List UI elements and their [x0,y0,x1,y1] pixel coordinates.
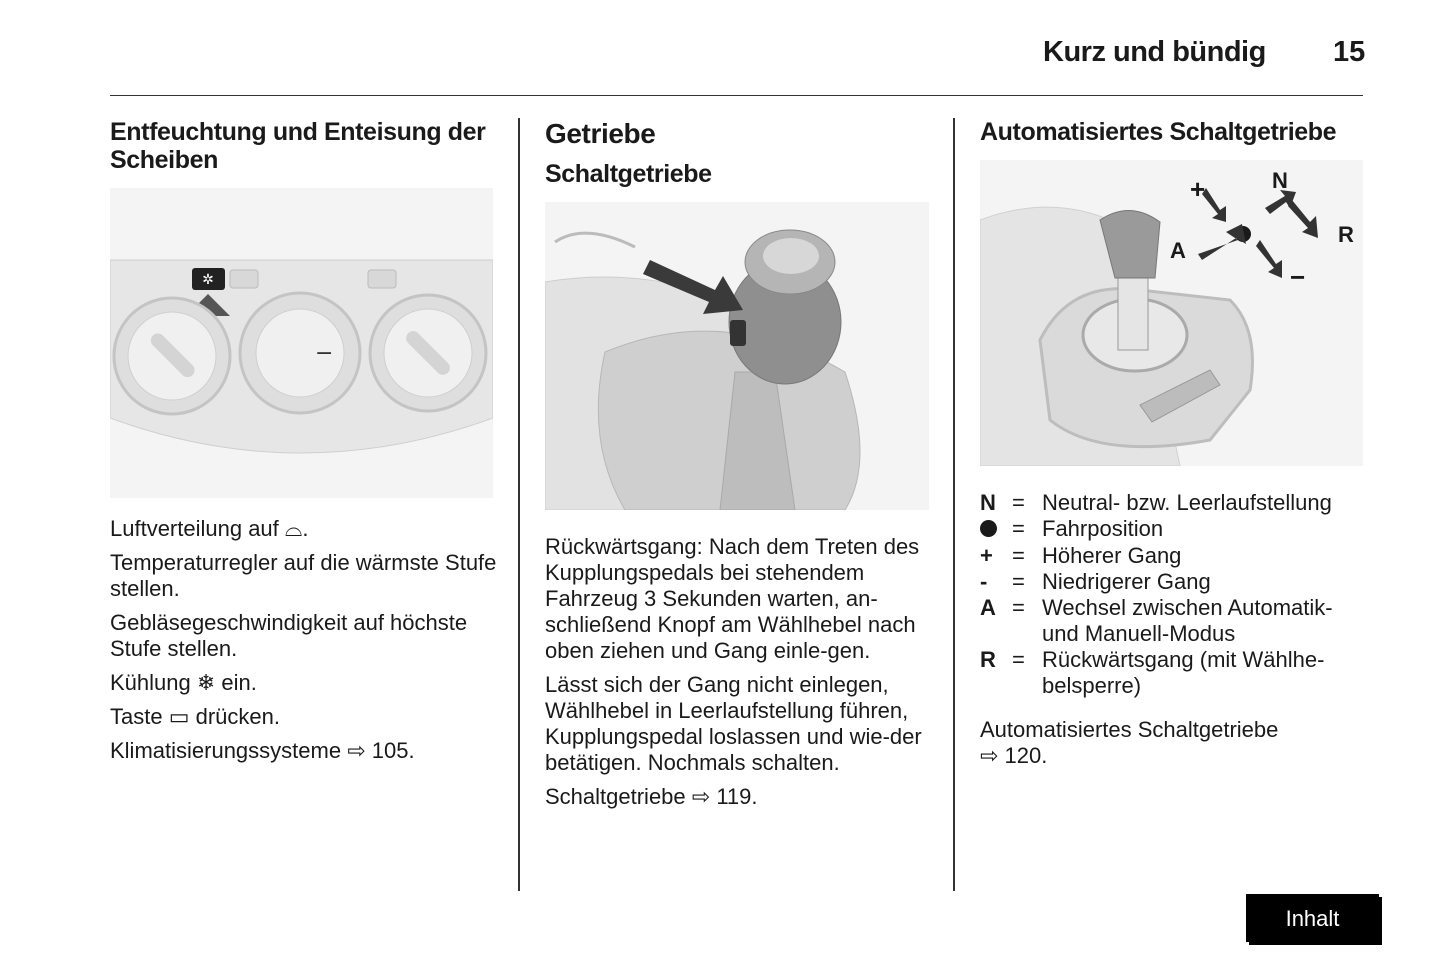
header-rule [110,95,1363,96]
instruction-rear-defrost: Taste ▭ drücken. [110,704,280,729]
figure-label-minus: − [1290,262,1306,292]
instruction-cooling: Kühlung ❄ ein. [110,670,257,695]
instruction-list [545,534,935,810]
gear-lever-figure [545,202,929,510]
cross-reference[interactable]: Automatisiertes Schaltgetriebe ⇨ 120. [980,717,1279,768]
legend-row: + = Höherer Gang [980,543,1182,568]
subsection-heading: Schaltgetriebe [545,160,712,188]
instruction-temperature: Temperaturregler auf die wärmste Stufe stellen. [110,550,497,601]
rear-defrost-icon: ▭ [168,704,190,729]
figure-label-plus: + [1190,174,1206,204]
cross-reference[interactable]: Schaltgetriebe ⇨ 119. [545,784,758,809]
drive-position-dot-icon [980,520,997,537]
instruction-reverse-gear: Rückwärtsgang: Nach dem Treten des Kupplungspedals bei stehendem Fahrzeug 3 Sekunden warten, an-schließend Knopf am Wählhebel nach oben ziehen und Gang einle-gen. [545,534,920,663]
section-heading: Entfeuchtung und Enteisung der Scheiben [110,118,486,174]
instruction-air-distribution: Luftverteilung auf ⌓. [110,516,309,541]
climate-control-figure [110,188,493,498]
svg-text:✲: ✲ [202,272,214,288]
figure-label-n: N [1272,168,1288,193]
section-heading: Getriebe [545,118,656,149]
column-transmission [545,118,935,810]
legend-row: R = Rückwärtsgang (mit Wählhe-belsperre) [980,647,1325,698]
legend-row: - = Niedrigerer Gang [980,569,1211,594]
figure-label-a: A [1170,238,1186,263]
svg-text:−: − [315,341,334,366]
column-divider [518,118,520,891]
column-divider [953,118,955,891]
instruction-list [110,516,500,764]
column-automated-transmission [980,118,1365,769]
automated-gear-lever-figure [980,160,1363,466]
legend-row: A = Wechsel zwischen Automatik- und Manuell-Modus [980,595,1333,646]
reference-arrow-icon: ⇨ [691,784,711,809]
cross-reference[interactable]: Klimatisierungssysteme ⇨ 105. [110,738,415,763]
snowflake-icon: ❄ [196,670,216,695]
reference-arrow-icon: ⇨ [980,743,999,768]
windscreen-airflow-icon: ⌓ [284,516,303,541]
instruction-fan-speed: Gebläsegeschwindigkeit auf höchste Stufe stellen. [110,610,468,661]
contents-button[interactable]: Inhalt [1246,894,1379,942]
instruction-gear-fails: Lässt sich der Gang nicht einlegen, Wählhebel in Leerlaufstellung führen, Kupplungspedal loslassen und wie-der betätigen. Nochmals schalten. [545,672,922,775]
reference-arrow-icon: ⇨ [347,738,366,763]
column-defrost [110,118,500,764]
legend-row: N = Neutral- bzw. Leerlaufstellung [980,490,1332,515]
figure-label-r: R [1338,222,1354,247]
page-number: 15 [1333,36,1366,68]
section-heading: Automatisiertes Schaltgetriebe [980,118,1337,146]
running-header: Kurz und bündig [1043,36,1266,68]
gear-position-legend [980,490,1365,699]
legend-row: = Fahrposition [980,516,1365,543]
